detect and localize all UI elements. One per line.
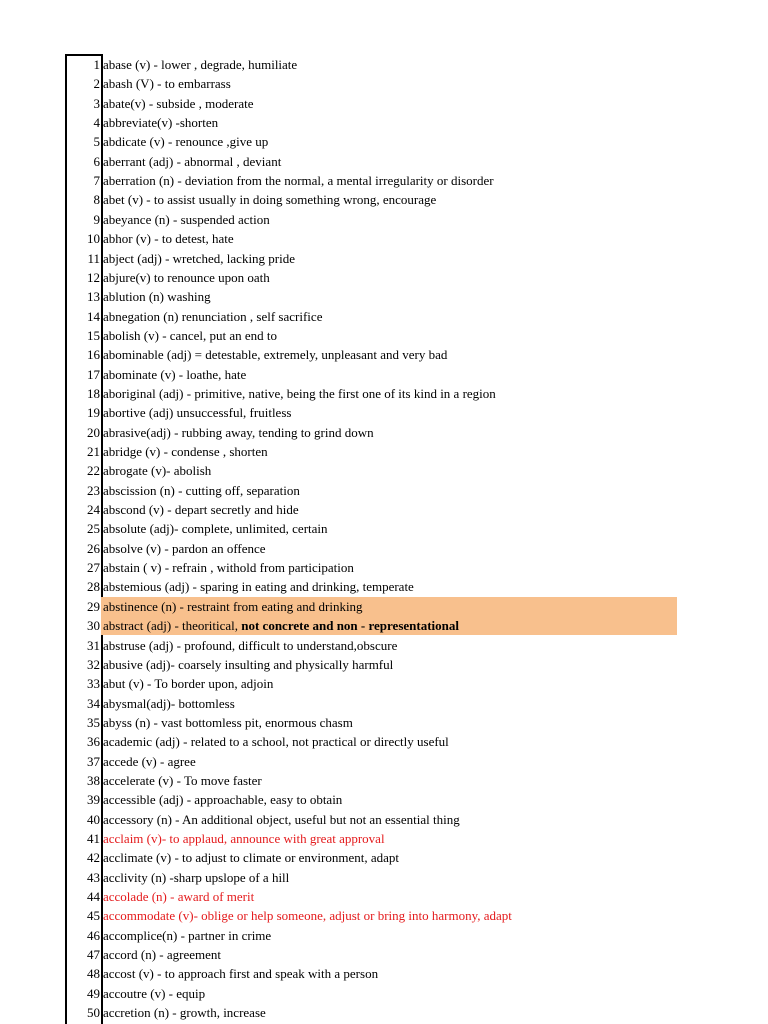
word-definition	[103, 655, 393, 674]
list-item	[0, 636, 768, 655]
row-number: 50	[87, 1005, 100, 1021]
row-number: 14	[87, 308, 100, 324]
definition-text: abstain ( v) - refrain , withold from participation	[103, 560, 354, 576]
row-number: 1	[93, 57, 100, 72]
definition-text: accretion (n) - growth, increase	[103, 1005, 266, 1021]
row-number: 26	[87, 540, 100, 556]
definition-text: abject (adj) - wretched, lacking pride	[103, 250, 296, 266]
word-definition	[103, 287, 211, 306]
word-definition	[103, 229, 234, 248]
list-item	[0, 1003, 768, 1022]
definition-text: accomplice(n) - partner in crime	[103, 927, 272, 943]
list-item	[0, 752, 768, 771]
row-number: 11	[87, 250, 100, 266]
word-definition	[103, 771, 262, 790]
word-definition	[103, 964, 378, 983]
definition-text: accolade (n) - award of merit	[103, 889, 255, 905]
word-definition	[103, 74, 231, 93]
list-item	[0, 713, 768, 732]
row-number: 8	[93, 192, 100, 208]
list-item	[0, 423, 768, 442]
definition-text: academic (adj) - related to a school, not practical or directly useful	[103, 734, 449, 750]
word-definition	[103, 55, 297, 74]
row-number: 45	[87, 908, 100, 924]
list-item	[0, 345, 768, 364]
row-number: 44	[87, 889, 100, 905]
definition-text: abase (v) - lower , degrade, humiliate	[103, 57, 298, 72]
list-item	[0, 616, 768, 635]
word-definition	[103, 713, 353, 732]
definition-text: abscond (v) - depart secretly and hide	[103, 502, 299, 518]
row-number: 32	[87, 656, 100, 672]
row-number: 20	[87, 424, 100, 440]
definition-text: abdicate (v) - renounce ,give up	[103, 134, 269, 150]
definition-text: absolute (adj)- complete, unlimited, certain	[103, 521, 328, 537]
word-definition	[103, 132, 268, 151]
definition-text: accessible (adj) - approachable, easy to obtain	[103, 792, 343, 808]
definition-text: acclivity (n) -sharp upslope of a hill	[103, 869, 290, 885]
word-definition	[103, 887, 254, 906]
row-number: 7	[93, 173, 100, 189]
definition-text: abolish (v) - cancel, put an end to	[103, 327, 277, 343]
list-item	[0, 268, 768, 287]
word-definition	[103, 868, 289, 887]
definition-text: abnegation (n) renunciation , self sacrifice	[103, 308, 323, 324]
list-item	[0, 55, 768, 74]
row-number: 16	[87, 347, 100, 363]
definition-text: abysmal(adj)- bottomless	[103, 695, 235, 711]
row-number: 28	[87, 579, 100, 595]
definition-text: abominate (v) - loathe, hate	[103, 366, 247, 382]
definition-text: abridge (v) - condense , shorten	[103, 444, 268, 459]
word-definition	[103, 268, 270, 287]
word-definition	[103, 210, 270, 229]
definition-text: abjure(v) to renounce upon oath	[103, 269, 270, 285]
definition-text: accost (v) - to approach first and speak with a person	[103, 966, 379, 982]
definition-text: accommodate (v)- oblige or help someone, adjust or bring into harmony, adapt	[103, 908, 512, 924]
list-item	[0, 558, 768, 577]
row-number: 30	[87, 618, 100, 634]
row-number: 25	[87, 521, 100, 537]
row-number: 19	[87, 405, 100, 421]
definition-text: abstract (adj) - theoritical,	[103, 618, 242, 634]
row-number: 17	[87, 366, 100, 382]
list-item	[0, 868, 768, 887]
definition-text: abet (v) - to assist usually in doing something wrong, encourage	[103, 192, 437, 208]
list-item	[0, 365, 768, 384]
row-number: 15	[87, 327, 100, 343]
definition-text: abstruse (adj) - profound, difficult to understand,obscure	[103, 637, 398, 653]
row-number: 29	[87, 598, 100, 614]
definition-text: abrasive(adj) - rubbing away, tending to grind down	[103, 424, 374, 440]
word-definition	[103, 190, 436, 209]
list-item	[0, 384, 768, 403]
word-definition	[103, 171, 494, 190]
row-number: 35	[87, 714, 100, 730]
word-definition	[103, 674, 273, 693]
word-definition	[103, 403, 291, 422]
definition-text: accoutre (v) - equip	[103, 985, 206, 1001]
list-item	[0, 152, 768, 171]
word-definition	[103, 113, 218, 132]
list-item	[0, 790, 768, 809]
row-number: 49	[87, 985, 100, 1001]
word-definition	[103, 694, 235, 713]
row-number: 47	[87, 947, 100, 963]
definition-text: accord (n) - agreement	[103, 947, 222, 963]
row-number: 23	[87, 482, 100, 498]
list-item	[0, 539, 768, 558]
row-number: 22	[87, 463, 100, 479]
word-definition	[103, 307, 322, 326]
list-item	[0, 694, 768, 713]
row-number: 36	[87, 734, 100, 750]
definition-text: accessory (n) - An additional object, useful but not an essential thing	[103, 811, 460, 827]
definition-text: abyss (n) - vast bottomless pit, enormous chasm	[103, 714, 353, 730]
list-item	[0, 926, 768, 945]
list-item	[0, 597, 768, 616]
word-definition	[103, 461, 211, 480]
list-item	[0, 732, 768, 751]
word-definition	[103, 442, 268, 461]
list-item	[0, 229, 768, 248]
word-definition	[103, 790, 342, 809]
list-item	[0, 810, 768, 829]
row-number: 42	[87, 850, 100, 866]
word-definition	[103, 539, 266, 558]
list-item	[0, 481, 768, 500]
definition-text: aberrant (adj) - abnormal , deviant	[103, 153, 282, 169]
list-item	[0, 577, 768, 596]
list-item	[0, 403, 768, 422]
word-definition	[103, 152, 281, 171]
word-definition	[103, 752, 196, 771]
word-definition	[103, 616, 459, 635]
word-definition	[103, 365, 246, 384]
row-number: 24	[87, 502, 100, 518]
row-number: 37	[87, 753, 100, 769]
definition-text: abhor (v) - to detest, hate	[103, 231, 234, 247]
row-number: 2	[93, 76, 100, 92]
definition-text: aboriginal (adj) - primitive, native, being the first one of its kind in a region	[103, 385, 496, 401]
definition-text: accede (v) - agree	[103, 753, 196, 769]
word-definition	[103, 848, 399, 867]
definition-text: acclimate (v) - to adjust to climate or environment, adapt	[103, 850, 400, 866]
row-number: 41	[87, 831, 100, 846]
row-number: 40	[87, 811, 100, 827]
word-definition	[103, 345, 447, 364]
definition-text: abscission (n) - cutting off, separation	[103, 482, 300, 498]
row-number: 18	[87, 385, 100, 401]
definition-text: abstinence (n) - restraint from eating and drinking	[103, 598, 363, 614]
row-number: 5	[93, 134, 100, 150]
list-item	[0, 887, 768, 906]
list-item	[0, 249, 768, 268]
definition-text: ablution (n) washing	[103, 289, 211, 305]
definition-text: abate(v) - subside , moderate	[103, 95, 254, 111]
definition-text: aberration (n) - deviation from the normal, a mental irregularity or disorder	[103, 173, 494, 189]
definition-text: abbreviate(v) -shorten	[103, 115, 219, 131]
definition-text: acclaim (v)- to applaud, announce with great approval	[103, 831, 385, 846]
row-number: 39	[87, 792, 100, 808]
row-number: 21	[87, 444, 100, 459]
row-number: 31	[87, 637, 100, 653]
word-definition	[103, 500, 299, 519]
list-item	[0, 771, 768, 790]
list-item	[0, 113, 768, 132]
row-number: 4	[93, 115, 100, 131]
row-number: 9	[93, 211, 100, 227]
word-definition	[103, 597, 363, 616]
row-number: 3	[93, 95, 100, 111]
list-item	[0, 461, 768, 480]
list-item	[0, 848, 768, 867]
list-item	[0, 674, 768, 693]
word-definition	[103, 945, 221, 964]
word-definition	[103, 249, 295, 268]
word-definition	[103, 984, 205, 1003]
list-item	[0, 964, 768, 983]
list-item	[0, 190, 768, 209]
word-definition	[103, 926, 271, 945]
definition-text: accelerate (v) - To move faster	[103, 772, 262, 788]
row-number: 43	[87, 869, 100, 885]
word-definition	[103, 1003, 266, 1022]
word-definition	[103, 326, 277, 345]
list-item	[0, 984, 768, 1003]
definition-text: abortive (adj) unsuccessful, fruitless	[103, 405, 292, 421]
row-number: 10	[87, 231, 100, 247]
list-item	[0, 945, 768, 964]
definition-text: abstemious (adj) - sparing in eating and drinking, temperate	[103, 579, 414, 595]
definition-text: absolve (v) - pardon an offence	[103, 540, 266, 556]
definition-text: abrogate (v)- abolish	[103, 463, 212, 479]
list-item	[0, 74, 768, 93]
row-number: 12	[87, 269, 100, 285]
list-item	[0, 287, 768, 306]
row-number: 13	[87, 289, 100, 305]
word-definition	[103, 829, 385, 848]
row-number: 6	[93, 153, 100, 169]
definition-text: abeyance (n) - suspended action	[103, 211, 270, 227]
word-definition	[103, 481, 300, 500]
word-definition	[103, 519, 328, 538]
definition-text: abash (V) - to embarrass	[103, 76, 231, 92]
word-definition	[103, 384, 496, 403]
row-number: 33	[87, 676, 100, 692]
list-item	[0, 655, 768, 674]
list-item	[0, 500, 768, 519]
word-definition	[103, 732, 449, 751]
list-item	[0, 307, 768, 326]
list-item	[0, 210, 768, 229]
word-definition	[103, 558, 354, 577]
list-item	[0, 171, 768, 190]
word-definition	[103, 810, 460, 829]
word-definition	[103, 636, 397, 655]
definition-text: abominable (adj) = detestable, extremely, unpleasant and very bad	[103, 347, 448, 363]
list-item	[0, 442, 768, 461]
row-number: 38	[87, 772, 100, 788]
list-item	[0, 94, 768, 113]
row-number: 27	[87, 560, 100, 576]
word-definition	[103, 577, 414, 596]
definition-text: abut (v) - To border upon, adjoin	[103, 676, 274, 692]
list-item	[0, 906, 768, 925]
definition-bold-text: not concrete and non - representational	[241, 618, 459, 634]
row-number: 46	[87, 927, 100, 943]
list-item	[0, 132, 768, 151]
row-number: 48	[87, 966, 100, 982]
list-item	[0, 326, 768, 345]
list-item	[0, 519, 768, 538]
word-definition	[103, 94, 254, 113]
word-definition	[103, 423, 374, 442]
list-item	[0, 829, 768, 848]
definition-text: abusive (adj)- coarsely insulting and physically harmful	[103, 656, 394, 672]
word-definition	[103, 906, 512, 925]
row-number: 34	[87, 695, 100, 711]
